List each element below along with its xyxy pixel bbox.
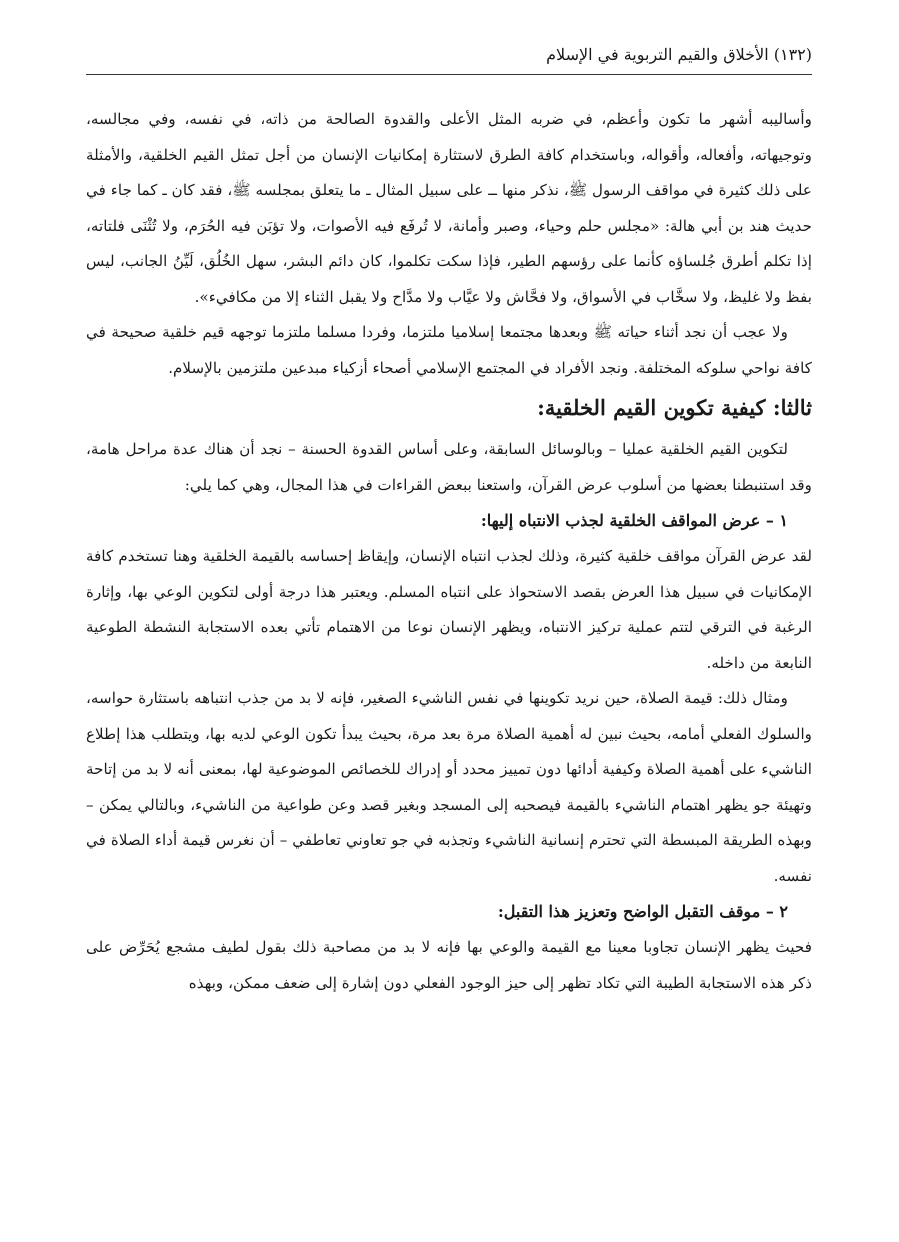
subheading-2: ٢ – موقف التقبل الواضح وتعزيز هذا التقبل: <box>497 902 788 921</box>
paragraph-5: ومثال ذلك: قيمة الصلاة، حين نريد تكوينها في نفس الناشيء الصغير، فإنه لا بد من جذب انتباهه باستثارة حواسه، والسلوك الفعلي أمامه، بحيث نبين له أهمية الصلاة مرة بعد مرة، بحيث يبدأ تكون الوعي لديه بها، ويتطلب هذا إطلاع الناشيء على أهمية الصلاة وكيفية أدائها دون تمييز محدد أو إدراك للخصائص الموضوعية لها، بمعنى أنه لا بد من إتاحة وتهيئة جو يظهر اهتمام الناشيء بالقيمة فيصحبه إلى المسجد وبغير قصد وعن طواعية من الناشيء، وبالتالي يمكن – وبهذه الطريقة المبسطة التي تحترم إنسانية الناشيء وتجذبه في جو تعاوني تعاطفي – أن نغرس قيمة أداء الصلاة في نفسه. <box>86 689 812 885</box>
paragraph-3: لتكوين القيم الخلقية عمليا – وبالوسائل السابقة، وعلى أساس القدوة الحسنة – نجد أن هناك عدة مراحل هامة، وقد استنبطنا بعضها من أسلوب عرض القرآن، واستعنا ببعض القراءات في هذا المجال، وهي كما يلي: <box>86 440 812 494</box>
subheading-1: ١ – عرض المواقف الخلقية لجذب الانتباه إليها: <box>480 511 788 530</box>
running-header: (١٣٢) الأخلاق والقيم التربوية في الإسلام <box>546 45 812 64</box>
section-heading: ثالثا: كيفية تكوين القيم الخلقية: <box>537 395 812 420</box>
paragraph-2: ولا عجب أن نجد أثناء حياته ﷺ وبعدها مجتمعا إسلاميا ملتزما، وفردا مسلما ملتزما توجهه قيم خلقية صحيحة في كافة نواحي سلوكه المختلفة. ونجد الأفراد في المجتمع الإسلامي أصحاء أزكياء مبدعين ملتزمين بالإسلام. <box>86 323 812 377</box>
paragraph-4: لقد عرض القرآن مواقف خلقية كثيرة، وذلك لجذب انتباه الإنسان، وإيقاظ إحساسه بالقيمة الخلقية وهنا تستخدم كافة الإمكانيات في سبيل هذا العرض بقصد الاستحواذ على انتباه المسلم. ويعتبر هذا درجة أولى لتكوين الوعي بها، وإثارة الرغبة في الترقي لتتم عملية تركيز الانتباه، ويظهر الإنسان نوعا من الاهتمام تأتي بعده الاستجابة النشطة الطوعية النابعة من داخله. <box>86 547 812 672</box>
header-divider <box>86 74 812 75</box>
paragraph-6: فحيث يظهر الإنسان تجاوبا معينا مع القيمة والوعي بها فإنه لا بد من مصاحبة ذلك بقول لطيف مشجع يُحَرِّض على ذكر هذه الاستجابة الطيبة التي تكاد تظهر إلى حيز الوجود الفعلي دون إشارة إلى ضعف ممكن، وبهذه <box>86 938 812 992</box>
paragraph-1: وأساليبه أشهر ما تكون وأعظم، في ضربه المثل الأعلى والقدوة الصالحة من ذاته، في نفسه، وفي مجالسه، وتوجيهاته، وأفعاله، وأقواله، وباستخدام كافة الطرق لاستثارة إمكانيات الإنسان من أجل تمثل القيم الخلقية، والأمثلة على ذلك كثيرة في مواقف الرسول ﷺ، نذكر منها ــ على سبيل المثال ـ ما يتعلق بمجلسه ﷺ، فقد كان ـ كما جاء في حديث هند بن أبي هالة: «مجلس حلم وحياء، وصبر وأمانة، لا تُرفَع فيه الأصوات، ولا تؤبَن فيه الحُرَم، ولا تُثْنَى فلتاته، إذا تكلم أطرق جُلساؤه كأنما على رؤسهم الطير، فإذا سكت تكلموا، كان دائم البشر، سهل الخُلُق، لَيِّنُ الجانب، ليس بفظ ولا غليظ، ولا سخَّاب في الأسواق، ولا فحَّاش ولا عيَّاب ولا مدَّاح ولا يقبل الثناء إلا من مكافيء». <box>86 110 812 306</box>
page-body <box>86 102 812 1001</box>
